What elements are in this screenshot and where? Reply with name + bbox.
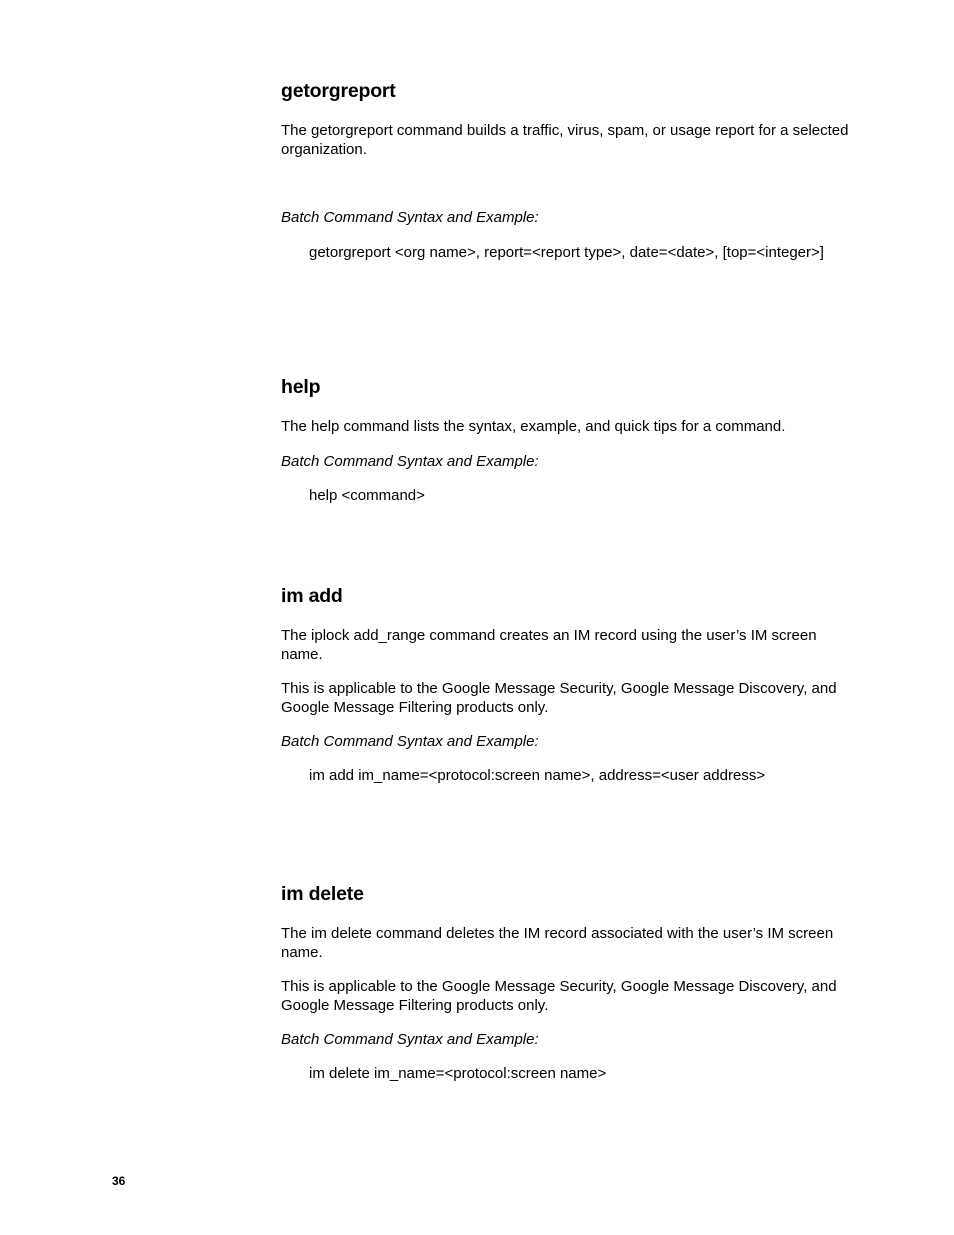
syntax-example: im delete im_name=<protocol:screen name> bbox=[309, 1065, 607, 1082]
section-title-im-add: im add bbox=[281, 585, 343, 607]
page-number: 36 bbox=[112, 1174, 126, 1188]
section-title-help: help bbox=[281, 376, 321, 398]
syntax-label: Batch Command Syntax and Example: bbox=[281, 209, 539, 226]
syntax-example: help <command> bbox=[309, 487, 425, 504]
syntax-label: Batch Command Syntax and Example: bbox=[281, 733, 539, 750]
syntax-label: Batch Command Syntax and Example: bbox=[281, 1031, 539, 1048]
section-note: This is applicable to the Google Message Security, Google Message Discovery, and Google Message Filtering products only. bbox=[281, 978, 837, 1014]
section-title-getorgreport: getorgreport bbox=[281, 80, 396, 102]
section-description: The getorgreport command builds a traffic, virus, spam, or usage report for a selected organization. bbox=[281, 122, 849, 158]
syntax-example: im add im_name=<protocol:screen name>, address=<user address> bbox=[309, 767, 766, 784]
syntax-label: Batch Command Syntax and Example: bbox=[281, 453, 539, 470]
section-description: The help command lists the syntax, example, and quick tips for a command. bbox=[281, 418, 786, 435]
section-description: The im delete command deletes the IM record associated with the user’s IM screen name. bbox=[281, 925, 834, 961]
section-title-im-delete: im delete bbox=[281, 883, 364, 905]
section-description: The iplock add_range command creates an IM record using the user’s IM screen name. bbox=[281, 627, 817, 663]
syntax-example: getorgreport <org name>, report=<report type>, date=<date>, [top=<integer>] bbox=[309, 244, 824, 261]
section-note: This is applicable to the Google Message Security, Google Message Discovery, and Google Message Filtering products only. bbox=[281, 680, 837, 716]
